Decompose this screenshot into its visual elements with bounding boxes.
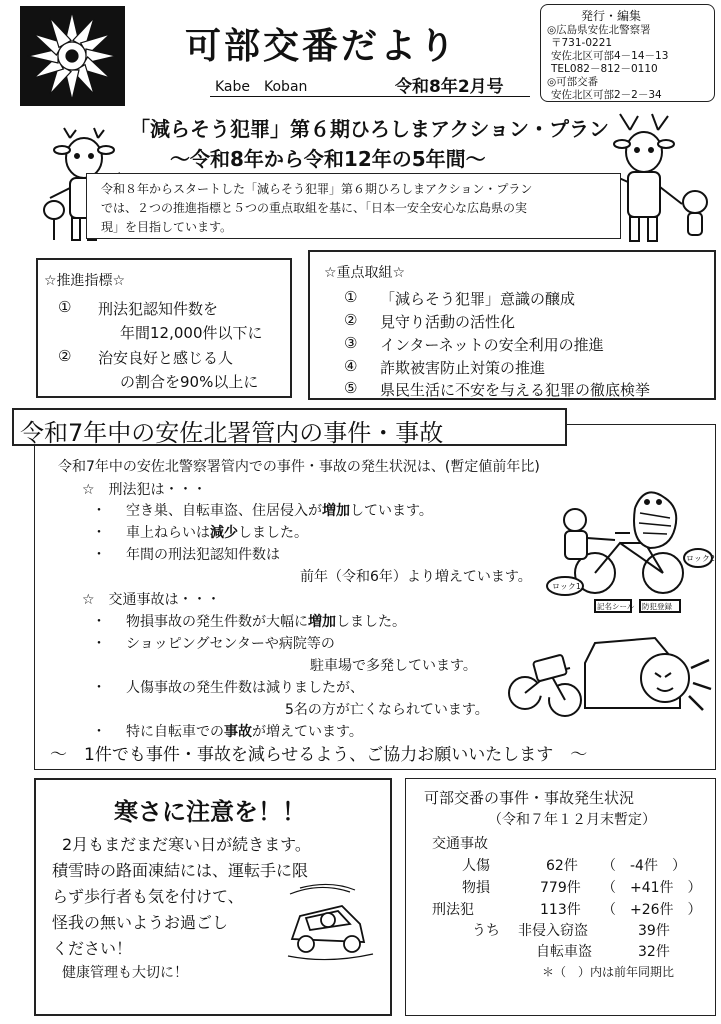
stats-sub-count: 32件 [638, 944, 670, 960]
cold-line: らず歩行者も気を付けて、 [52, 887, 244, 906]
incidents-heading-box [12, 408, 567, 446]
bullet: ・ [92, 636, 106, 652]
plan-intro-line: 現」を目指しています。 [101, 220, 233, 234]
stats-box [405, 778, 716, 1016]
subtitle-romaji: Kabe Koban [215, 79, 308, 95]
plan-intro-box [86, 173, 621, 239]
stats-row-diff: （ -4件 ） [602, 858, 686, 874]
priority-text: 見守り活動の活性化 [380, 313, 516, 331]
publisher-box [540, 4, 715, 102]
cold-warning-box [34, 778, 392, 1016]
criminal-item-text: 車上ねらいは [126, 525, 210, 541]
priority-text: 県民生活に不安を与える犯罪の徹底検挙 [380, 381, 651, 399]
bullet: ・ [92, 680, 106, 696]
plan-subtitle: ～令和8年から令和12年の5年間～ [170, 147, 486, 171]
incidents-heading: 令和7年中の安佐北署管内の事件・事故 [20, 419, 444, 447]
title-underline [210, 96, 530, 97]
priority-num: ③ [344, 334, 358, 352]
priorities-heading: ☆重点取組☆ [324, 265, 406, 281]
bullet: ・ [92, 525, 106, 541]
traffic-item-text: しました。 [336, 614, 406, 630]
stats-period: （令和７年１２月末暫定） [488, 812, 656, 828]
publisher-line: TEL082－812－0110 [551, 63, 658, 75]
publisher-line: 安佐北区可部2－2－34 [551, 89, 662, 101]
priority-text: 詐欺被害防止対策の推進 [380, 359, 546, 377]
stats-row-diff: （ +41件 ） [602, 880, 702, 896]
police-emblem-icon [20, 6, 125, 106]
traffic-item: ショッピングセンターや病院等の [126, 636, 335, 652]
stats-sub-count: 39件 [638, 923, 670, 939]
cold-title: 寒さに注意を！！ [114, 798, 306, 826]
stats-row-label: 物損 [462, 880, 490, 896]
priority-num: ② [344, 311, 358, 329]
publisher-line: 〒731-0221 [551, 37, 613, 49]
traffic-item [126, 721, 363, 741]
cold-line: 2月もまだまだ寒い日が続きます。 [62, 835, 311, 854]
lock2-label: ロック2 [686, 554, 715, 563]
publisher-line: 安佐北区可部4－14－13 [551, 50, 669, 62]
priority-text: 「減らそう犯罪」意識の醸成 [380, 290, 576, 308]
traffic-item-text: 特に自転車での [126, 724, 224, 740]
cold-line: 積雪時の路面凍結には、運転手に限 [52, 861, 309, 880]
stats-criminal-count: 113件 [540, 902, 581, 918]
priority-text: インターネットの安全利用の推進 [380, 336, 604, 354]
plan-intro-line: では、２つの推進指標と５つの重点取組を基に、「日本一安全安心な広島県の実 [101, 201, 528, 215]
indicator-text: 治安良好と感じる人 [98, 349, 234, 367]
icy-car-illustration [280, 884, 380, 964]
stats-criminal-diff: （ +26件 ） [602, 902, 702, 918]
indicator-num: ① [58, 298, 72, 316]
priority-num: ① [344, 288, 358, 306]
indicator-num: ② [58, 347, 72, 365]
issue-date: 令和8年2月号 [395, 77, 504, 97]
criminal-item: 年間の刑法犯認知件数は [126, 547, 280, 563]
stats-note: ＊（ ）内は前年同期比 [542, 965, 675, 979]
criminal-heading: ☆ 刑法犯は・・・ [82, 482, 207, 498]
indicator-text: 年間12,000件以下に [120, 324, 263, 342]
criminal-item [126, 522, 308, 542]
priority-num: ⑤ [344, 379, 358, 397]
traffic-item [126, 611, 406, 631]
bullet: ・ [92, 614, 106, 630]
criminal-item [126, 500, 433, 520]
stats-row-count: 779件 [540, 880, 581, 896]
traffic-item-cont: 5名の方が亡くなられています。 [285, 702, 489, 718]
priorities-box [308, 250, 716, 400]
traffic-item-cont: 駐車場で多発しています。 [310, 658, 477, 674]
publisher-line: ◎広島県安佐北警察署 [547, 24, 651, 36]
stats-traffic-label: 交通事故 [432, 836, 488, 852]
register-label: 防犯登録 [642, 602, 672, 611]
traffic-item-text: 物損事故の発生件数が大幅に [126, 614, 308, 630]
traffic-item: 人傷事故の発生件数は減りましたが、 [126, 680, 364, 696]
criminal-item-text: しました。 [238, 525, 308, 541]
indicators-box [36, 258, 292, 398]
incidents-lead: 令和7年中の安佐北警察署管内での事件・事故の発生状況は、(暫定値前年比) [58, 459, 540, 475]
publisher-label: 発行・編集 [581, 9, 642, 23]
stats-row-count: 62件 [546, 858, 578, 874]
bicycle-thief-illustration [535, 478, 715, 633]
traffic-item-emphasis: 増加 [308, 614, 336, 630]
plan-title: 「減らそう犯罪」第６期ひろしまアクション・プラン [130, 117, 609, 141]
stats-sub-label: 自転車盗 [536, 944, 592, 960]
stats-sub-label: 非侵入窃盗 [518, 923, 588, 939]
traffic-heading: ☆ 交通事故は・・・ [82, 592, 221, 608]
lock1-label: ロック1 [552, 582, 581, 591]
page-title: 可部交番だより [185, 26, 459, 67]
cold-line: 怪我の無いようお過ごし [52, 913, 229, 932]
bullet: ・ [92, 547, 106, 563]
publisher-line: ◎可部交番 [547, 76, 599, 88]
traffic-item-text: が増えています。 [252, 724, 363, 740]
stats-criminal-label: 刑法犯 [432, 902, 474, 918]
bullet: ・ [92, 503, 106, 519]
stats-title: 可部交番の事件・事故発生状況 [424, 789, 635, 807]
priority-num: ④ [344, 357, 358, 375]
criminal-item-text: しています。 [350, 503, 433, 519]
sticker-label: 記名シール [597, 602, 635, 611]
bullet: ・ [92, 724, 106, 740]
criminal-item-cont: 前年（令和6年）より増えています。 [300, 569, 532, 585]
plan-intro-line: 令和８年からスタートした「減らそう犯罪」第６期ひろしまアクション・プラン [101, 182, 533, 196]
indicator-text: の割合を90%以上に [120, 373, 259, 391]
criminal-item-emphasis: 増加 [322, 503, 350, 519]
cold-health: 健康管理も大切に！ [62, 965, 188, 981]
stats-of-which: うち [472, 923, 500, 939]
indicator-text: 刑法犯認知件数を [98, 300, 219, 318]
criminal-item-emphasis: 減少 [210, 525, 238, 541]
traffic-item-emphasis: 事故 [224, 724, 252, 740]
car-accident-illustration [505, 628, 715, 723]
criminal-item-text: 空き巣、自転車盗、住居侵入が [126, 503, 322, 519]
cold-line: ください！ [52, 939, 133, 958]
stats-row-label: 人傷 [462, 858, 490, 874]
indicators-heading: ☆推進指標☆ [44, 273, 126, 289]
appeal-text: ～ 1件でも事件・事故を減らせるよう、ご協力お願いいたします ～ [50, 745, 588, 765]
